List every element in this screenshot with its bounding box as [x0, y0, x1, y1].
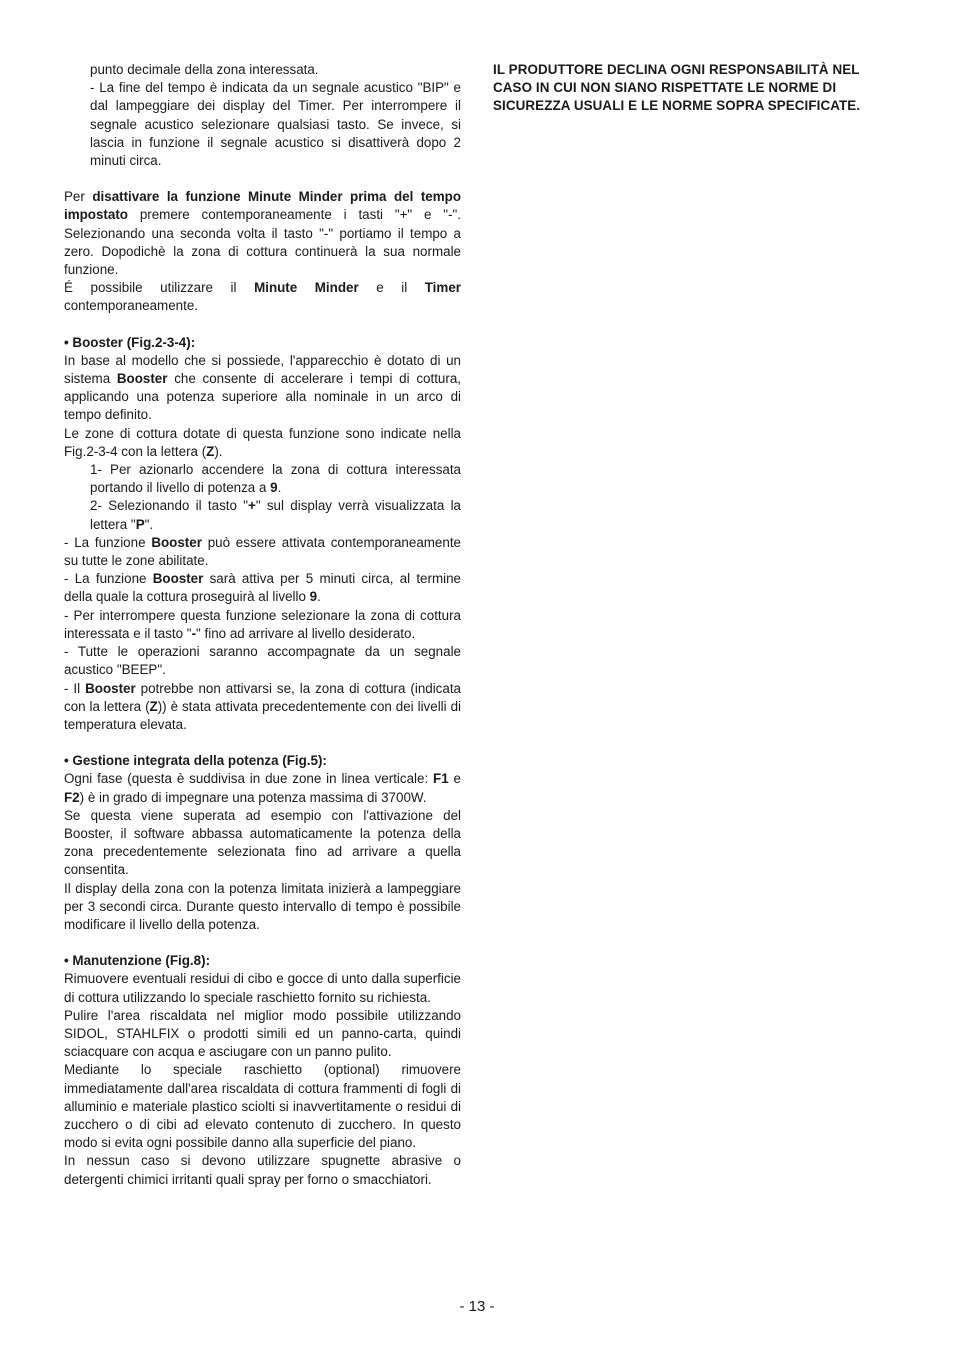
- list-item: - La funzione Booster sarà attiva per 5 minuti circa, al termine della quale la cottura proseguirà al livello 9.: [64, 571, 461, 605]
- page-number: - 13 -: [459, 1298, 495, 1315]
- paragraph: Mediante lo speciale raschietto (optional) rimuovere immediatamente dall'area riscaldata di cottura frammenti di fogli di alluminio e materiale plastico sciolti si inavvertitamente o residui di zucchero o di cibi ad elevato contenuto di zucchero. In questo modo si evita ogni possibile danno alla superficie del piano.: [64, 1062, 461, 1151]
- left-column: [64, 61, 461, 1189]
- paragraph: Per disattivare la funzione Minute Minder prima del tempo impostato premere contemporaneamente i tasti "+" e "-". Selezionando una seconda volta il tasto "-" portiamo il tempo a zero. Dopodichè la zona di cottura continuerà la sua normale funzione.: [64, 189, 461, 278]
- paragraph: In nessun caso si devono utilizzare spugnette abrasive o detergenti chimici irritanti quali spray per forno o smacchiatori.: [64, 1153, 461, 1187]
- paragraph: Il display della zona con la potenza limitata inizierà a lampeggiare per 3 secondi circa. Durante questo intervallo di tempo è possibile modificare il livello della potenza.: [64, 880, 461, 932]
- list-item: - Tutte le operazioni saranno accompagnate da un segnale acustico "BEEP".: [64, 644, 461, 678]
- list-item: - La funzione Booster può essere attivata contemporaneamente su tutte le zone abilitate.: [64, 534, 461, 569]
- right-column: [493, 61, 890, 116]
- paragraph: In base al modello che si possiede, l'apparecchio è dotato di un sistema Booster che consente di accelerare i tempi di cottura, applicando una potenza superiore alla nominale in un arco di tempo definito.: [64, 352, 461, 423]
- paragraph: Se questa viene superata ad esempio con l'attivazione del Booster, il software abbassa automaticamente la potenza della zona precedentemente selezionata fino ad arrivare a quella consentita.: [64, 807, 461, 878]
- paragraph: Ogni fase (questa è suddivisa in due zone in linea verticale: F1 e F2) è in grado di impegnare una potenza massima di 3700W.: [64, 771, 461, 805]
- list-item: 2- Selezionando il tasto "+" sul display verrà visualizzata la lettera "P".: [90, 498, 461, 532]
- list-item: - Per interrompere questa funzione selezionare la zona di cottura interessata e il tasto "-" fino ad arrivare al livello desiderato.: [64, 607, 461, 641]
- section-heading-manutenzione: • Manutenzione (Fig.8):: [64, 953, 211, 969]
- paragraph: - La fine del tempo è indicata da un segnale acustico "BIP" e dal lampeggiare dei display del Timer. Per interrompere il segnale acustico selezionare qualsiasi tasto. Se invece, si lascia in funzione il segnale acustico si disattiverà dopo 2 minuti circa.: [90, 80, 461, 169]
- liability-warning: IL PRODUTTORE DECLINA OGNI RESPONSABILITÀ NEL CASO IN CUI NON SIANO RISPETTATE LE NORME DI SICUREZZA USUALI E LE NORME SOPRA SPECIFICATE.: [493, 62, 861, 114]
- list-item: - Il Booster potrebbe non attivarsi se, la zona di cottura (indicata con la lettera (Z)) è stata attivata precedentemente con dei livelli di temperatura elevata.: [64, 680, 461, 732]
- section-heading-booster: • Booster (Fig.2-3-4):: [64, 334, 196, 350]
- paragraph: Le zone di cottura dotate di questa funzione sono indicate nella Fig.2-3-4 con la lettera (Z).: [64, 425, 461, 459]
- section-heading-gestione: • Gestione integrata della potenza (Fig.5):: [64, 753, 327, 769]
- list-item: 1- Per azionarlo accendere la zona di cottura interessata portando il livello di potenza a 9.: [90, 462, 461, 496]
- paragraph: punto decimale della zona interessata.: [90, 62, 319, 77]
- paragraph: Rimuovere eventuali residui di cibo e gocce di unto dalla superficie di cottura utilizzando lo speciale raschietto fornito su richiesta.: [64, 971, 461, 1005]
- paragraph: É possibile utilizzare il Minute Minder e il Timer contemporaneamente.: [64, 280, 461, 314]
- paragraph: Pulire l'area riscaldata nel miglior modo possibile utilizzando SIDOL, STAHLFIX o prodotti simili ed un panno-carta, quindi sciacquare con acqua e asciugare con un panno pulito.: [64, 1007, 461, 1060]
